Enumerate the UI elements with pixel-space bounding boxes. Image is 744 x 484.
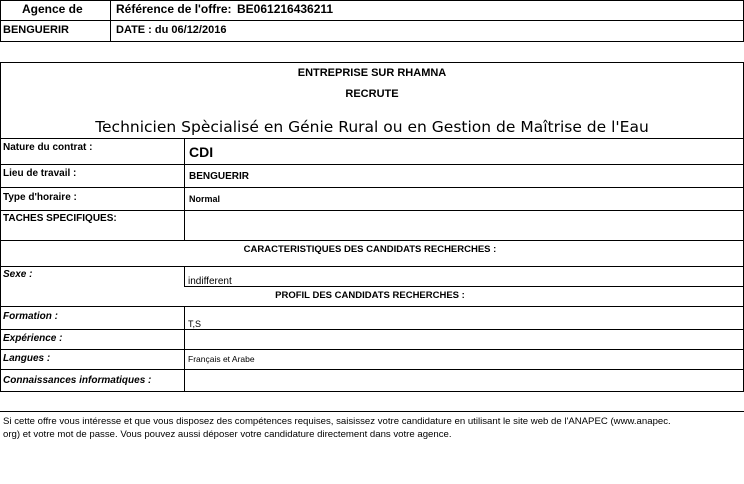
row-line	[0, 329, 744, 330]
experience-label: Expérience :	[3, 333, 63, 344]
agence-label: Agence de	[22, 2, 83, 16]
langues-label: Langues :	[3, 353, 51, 364]
row-line	[0, 138, 744, 139]
footer-line-2: org) et votre mot de passe. Vous pouvez aussi déposer votre candidature directement dans votre agence.	[3, 429, 452, 440]
informatique-label: Connaissances informatiques :	[3, 375, 152, 386]
horaire-value: Normal	[189, 194, 221, 204]
caracteristiques-heading: CARACTERISTIQUES DES CANDIDATS RECHERCHES :	[243, 244, 497, 255]
reference-value: BE061216436211	[237, 2, 334, 16]
lieu-value: BENGUERIR	[189, 171, 250, 182]
company-name: ENTREPRISE SUR RHAMNA	[297, 67, 447, 79]
row-line	[0, 266, 744, 267]
lieu-label: Lieu de travail :	[3, 168, 77, 179]
reference-label: Référence de l'offre:	[116, 2, 232, 16]
sexe-label: Sexe :	[3, 269, 33, 280]
header-divider-vertical	[110, 0, 111, 42]
row-line	[0, 164, 744, 165]
formation-label: Formation :	[3, 311, 58, 322]
agence-value: BENGUERIR	[3, 24, 70, 36]
contrat-value: CDI	[189, 144, 214, 160]
contrat-label: Nature du contrat :	[3, 142, 93, 153]
offer-date: DATE : du 06/12/2016	[116, 24, 227, 36]
offer-table	[0, 62, 744, 392]
row-line	[0, 210, 744, 211]
company-action: RECRUTE	[345, 88, 399, 100]
taches-label: TACHES SPECIFIQUES:	[3, 213, 117, 224]
sexe-value: indifferent	[188, 276, 232, 287]
header-divider-horizontal	[0, 20, 744, 21]
row-line	[0, 349, 744, 350]
job-title: Technicien Spècialisé en Génie Rural ou en Gestion de Maîtrise de l'Eau	[95, 118, 649, 136]
row-line	[0, 240, 744, 241]
row-line	[0, 187, 744, 188]
footer-separator	[0, 411, 744, 412]
label-column-divider-sexe	[184, 266, 185, 286]
row-line	[0, 306, 744, 307]
formation-value: T,S	[188, 319, 202, 329]
header-table	[0, 0, 744, 42]
langues-value: Français et Arabe	[188, 354, 255, 364]
row-line	[0, 369, 744, 370]
row-line	[184, 286, 744, 287]
footer-line-1: Si cette offre vous intéresse et que vous disposez des compétences requises, saisissez votre candidature en utilisant le site web de l'ANAPEC (www.anapec.	[3, 416, 671, 427]
horaire-label: Type d'horaire :	[3, 192, 77, 203]
profil-heading: PROFIL DES CANDIDATS RECHERCHES :	[275, 290, 465, 301]
label-column-divider	[184, 138, 185, 240]
